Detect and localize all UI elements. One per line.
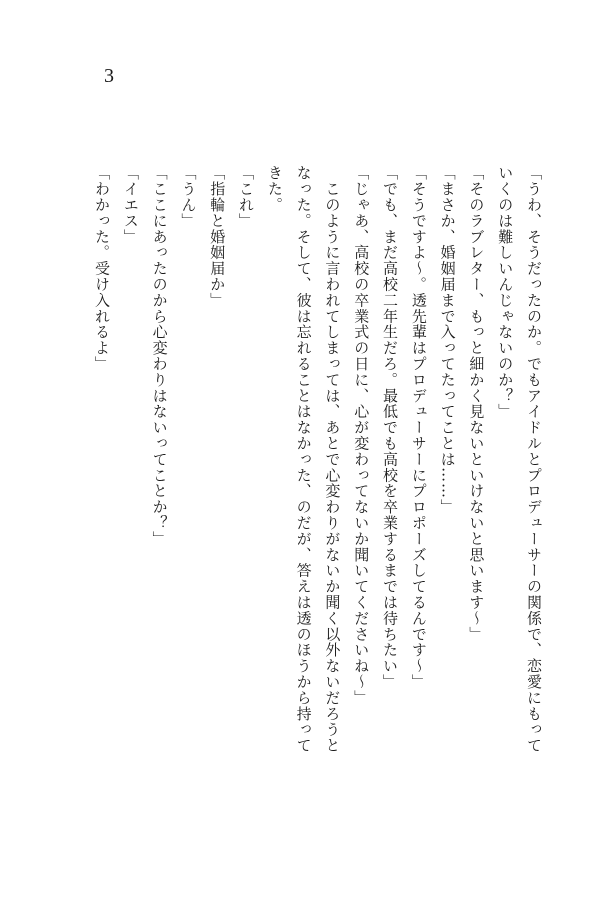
text-line: なった。そして、彼は忘れることはなかった、のだが、答えは透のほうから持って: [294, 165, 313, 754]
text-line: 「イエス」: [121, 165, 140, 245]
text-line: 「うわ、そうだったのか。でもアイドルとプロデューサーの関係で、恋愛にもって: [525, 165, 543, 754]
text-line: このように言われてしまっては、あとで心変わりがないか聞く以外ないだろうと: [323, 165, 342, 754]
text-line: 「でも、まだ高校二年生だろ。最低でも高校を卒業するまでは待ちたい」: [381, 165, 400, 690]
text-line: 「指輪と婚姻届か」: [208, 165, 227, 309]
body-text: [87, 165, 548, 754]
text-line: 「まさか、婚姻届まで入ってたってことは……」: [438, 165, 457, 515]
text-line: 「ここにあったのから心変わりはないってことか？」: [150, 165, 169, 547]
text-line: 「そのラブレター、もっと細かく見ないといけないと思います〜」: [467, 165, 486, 642]
text-line: 「これ」: [237, 165, 256, 229]
text-line: きた。: [265, 165, 284, 213]
page-number: 3: [104, 65, 114, 87]
text-line: 「わかった。受け入れるよ」: [93, 165, 112, 372]
text-line: 「じゃあ、高校の卒業式の日に、心が変わってないか聞いてくださいね〜」: [352, 165, 371, 706]
text-line: いくのは難しいんじゃないのか？」: [496, 165, 515, 420]
text-line: 「そうですよ〜。透先輩はプロデューサーにプロポーズしてるんです〜」: [409, 165, 428, 690]
text-line: 「うん」: [179, 165, 198, 229]
